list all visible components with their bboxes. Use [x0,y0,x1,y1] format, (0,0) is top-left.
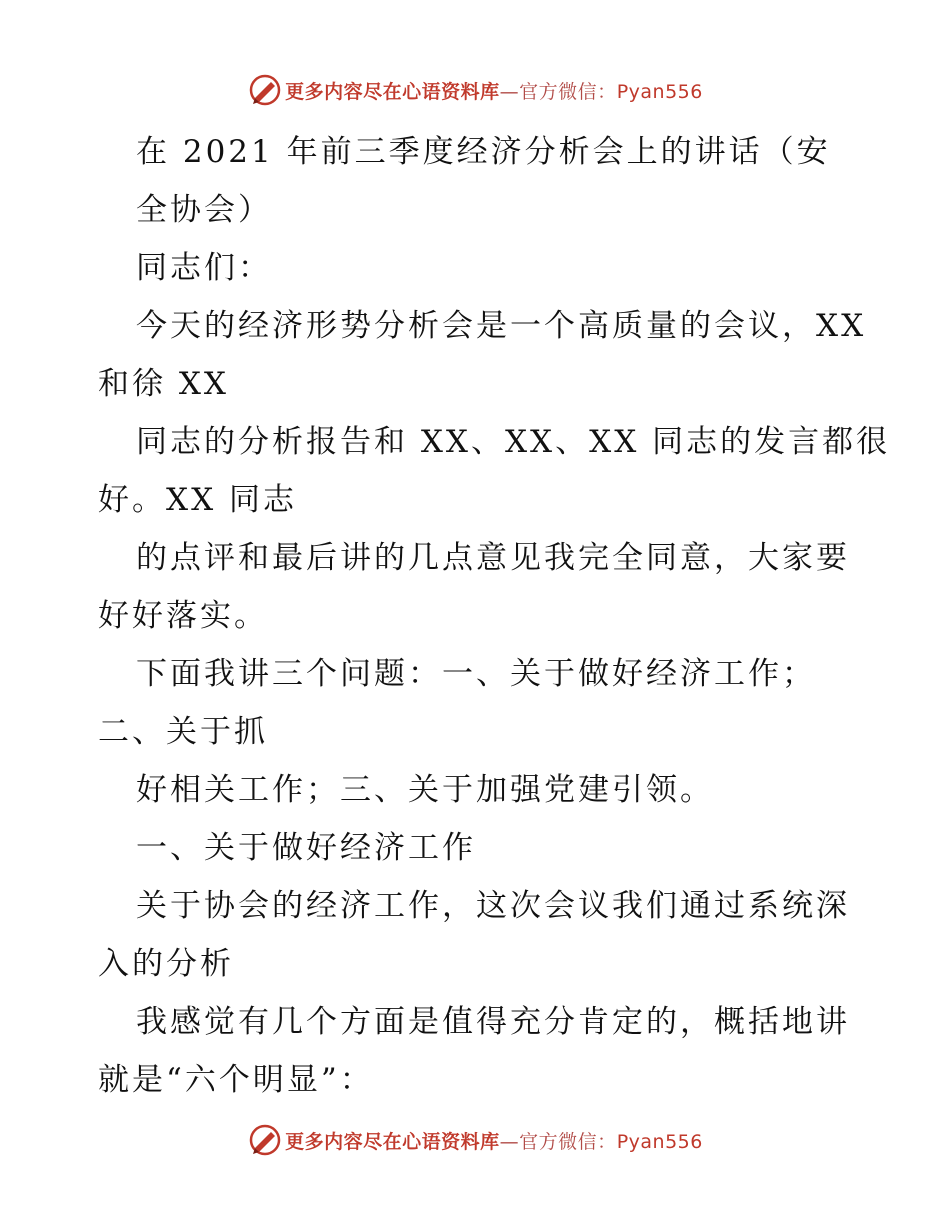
header-watermark [0,70,950,110]
paragraph-line: 在 2021 年前三季度经济分析会上的讲话（安 [136,134,831,170]
watermark-id: Pyan556 [616,1130,703,1153]
paragraph-line: 好相关工作；三、关于加强党建引领。 [136,772,714,808]
watermark-main: 更多内容尽在心语资料库 [285,80,500,103]
watermark-label: 官方微信： [519,80,617,103]
paragraph-line: 关于协会的经济工作，这次会议我们通过系统深 [136,888,850,924]
watermark-dash: — [499,80,520,103]
paragraph-line: 入的分析 [98,946,234,982]
paragraph-line: 二、关于抓 [98,714,268,750]
pen-logo-icon [247,72,283,108]
footer-watermark [0,1120,950,1160]
paragraph-line: 今天的经济形势分析会是一个高质量的会议，XX [136,308,867,344]
watermark-id: Pyan556 [616,80,703,103]
watermark-label: 官方微信： [519,1130,617,1153]
paragraph-line: 和徐 XX [98,366,229,402]
paragraph-line: 同志们： [136,250,272,286]
paragraph-line: 的点评和最后讲的几点意见我完全同意，大家要 [136,540,850,576]
paragraph-line: 下面我讲三个问题：一、关于做好经济工作； [136,656,816,692]
paragraph-line: 全协会） [136,192,272,228]
paragraph-line: 同志的分析报告和 XX、XX、XX 同志的发言都很 [136,424,891,460]
watermark-text [285,1127,703,1154]
watermark-text [285,77,703,104]
paragraph-line: 一、关于做好经济工作 [136,830,476,866]
paragraph-line: 好好落实。 [98,598,268,634]
document-body [98,123,891,1109]
watermark-dash: — [499,1130,520,1153]
paragraph-line: 我感觉有几个方面是值得充分肯定的，概括地讲 [136,1004,850,1040]
paragraph-line: 好。XX 同志 [98,482,297,518]
pen-logo-icon [247,1122,283,1158]
paragraph-line: 就是“六个明显”： [98,1062,374,1098]
watermark-main: 更多内容尽在心语资料库 [285,1130,500,1153]
